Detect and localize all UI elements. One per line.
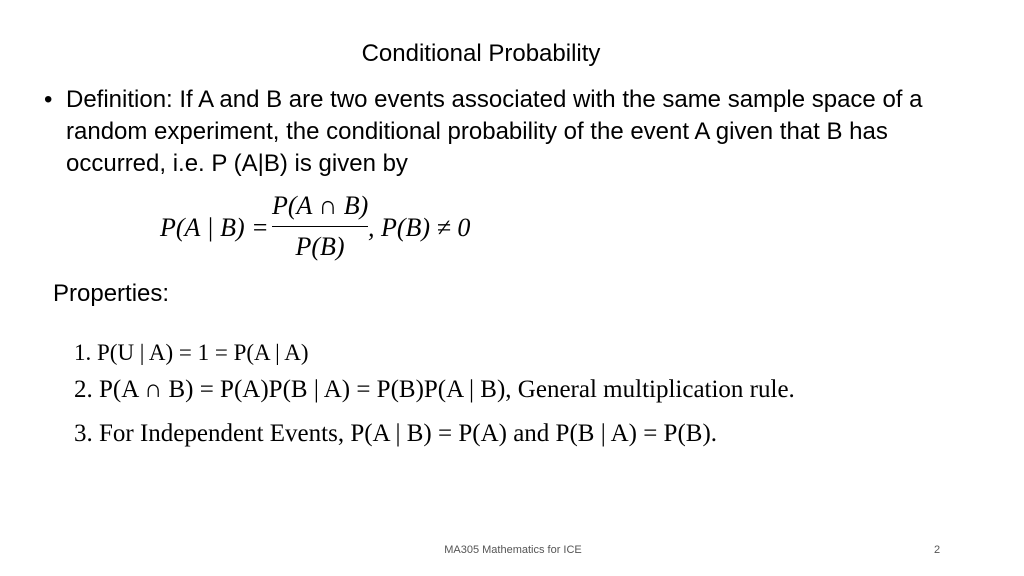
conditional-probability-formula bbox=[160, 188, 490, 272]
slide-title: Conditional Probability bbox=[361, 40, 601, 67]
property-3: 3. For Independent Events, P(A | B) = P(A) and P(B | A) = P(B). bbox=[74, 420, 718, 447]
properties-heading: Properties: bbox=[53, 280, 170, 307]
formula-condition: , P(B) ≠ 0 bbox=[368, 213, 471, 242]
formula-numerator: P(A ∩ B) bbox=[272, 191, 369, 220]
formula-fraction bbox=[272, 188, 368, 265]
formula-lhs: P(A | B) = bbox=[160, 213, 269, 242]
footer-course: MA305 Mathematics for ICE bbox=[444, 544, 582, 556]
formula-denominator: P(B) bbox=[295, 232, 345, 261]
property-1: 1. P(U | A) = 1 = P(A | A) bbox=[74, 340, 309, 365]
fraction-bar bbox=[272, 226, 368, 227]
bullet-marker: • bbox=[44, 86, 53, 113]
definition-text: Definition: If A and B are two events associated with the same sample space of a random experiment, the conditional probability of the event A given that B has occurred, i.e. P (A|B) is given by bbox=[66, 86, 923, 177]
definition-bullet bbox=[44, 84, 924, 180]
footer-page-number: 2 bbox=[934, 544, 941, 556]
property-2: 2. P(A ∩ B) = P(A)P(B | A) = P(B)P(A | B), General multiplication rule. bbox=[74, 376, 795, 403]
